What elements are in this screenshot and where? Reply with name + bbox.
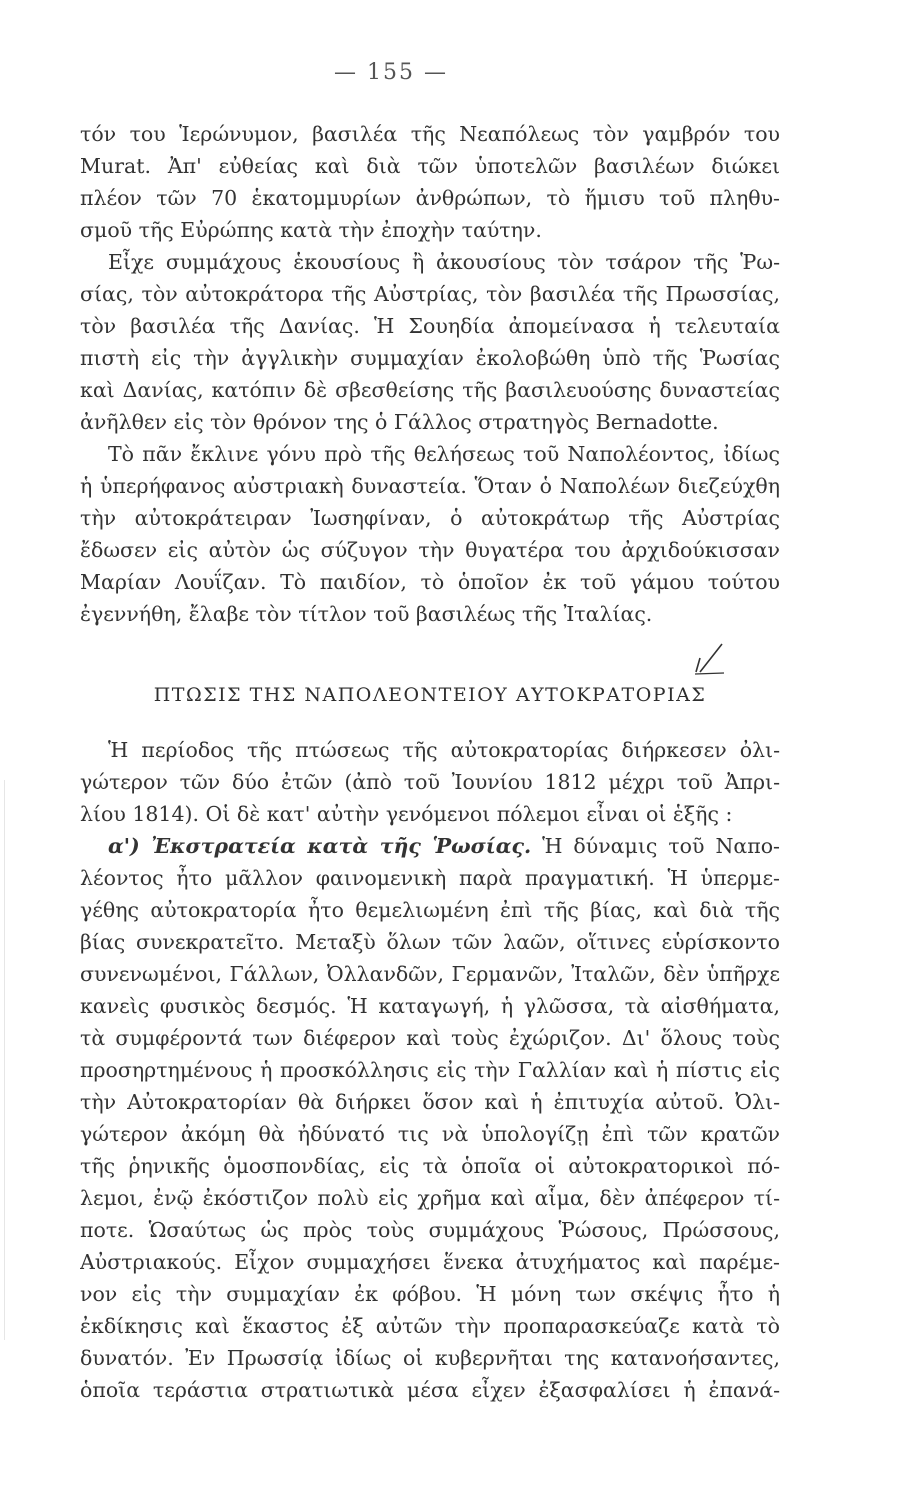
page-number: — 155 — bbox=[334, 60, 448, 85]
text-line: λεμοι, ἐνῷ ἐκόστιζον πολὺ εἰς χρῆμα καὶ αἷμα, δὲν ἀπέφερον τί- bbox=[80, 1186, 780, 1210]
text-line: δυνατόν. Ἐν Πρωσσίᾳ ἰδίως οἱ κυβερνῆται της κατανοήσαντες, bbox=[80, 1346, 780, 1370]
text-line: Ἡ περίοδος τῆς πτώσεως τῆς αὐτοκρατορίας διήρκεσεν ὀλι- bbox=[108, 738, 780, 762]
text-line: πλέον τῶν 70 ἑκατομμυρίων ἀνθρώπων, τὸ ἥμισυ τοῦ πληθυ- bbox=[80, 186, 780, 210]
text-line: κανεὶς φυσικὸς δεσμός. Ἡ καταγωγή, ἡ γλῶσσα, τὰ αἰσθήματα, bbox=[80, 994, 780, 1018]
text-line: γώτερον ἀκόμη θὰ ἠδύνατό τις νὰ ὑπολογίζῃ ἐπὶ τῶν κρατῶν bbox=[80, 1122, 780, 1146]
text-line: καὶ Δανίας, κατόπιν δὲ σβεσθείσης τῆς βασιλευούσης δυναστείας bbox=[80, 378, 780, 402]
text-line: τῆς ῥηνικῆς ὁμοσπονδίας, εἰς τὰ ὁποῖα οἱ αὐτοκρατορικοὶ πό- bbox=[80, 1154, 780, 1178]
text-line: Μαρίαν Λουΐζαν. Τὸ παιδίον, τὸ ὁποῖον ἐκ τοῦ γάμου τούτου bbox=[80, 570, 780, 594]
handwritten-check-mark bbox=[692, 638, 728, 678]
text-line: γέθης αὐτοκρατορία ἦτο θεμελιωμένη ἐπὶ τῆς βίας, καὶ διὰ τῆς bbox=[80, 898, 780, 922]
text-line: συνενωμένοι, Γάλλων, Ὀλλανδῶν, Γερμανῶν, Ἰταλῶν, δὲν ὑπῆρχε bbox=[80, 962, 780, 986]
text-line: λέοντος ἦτο μᾶλλον φαινομενικὴ παρὰ πραγματική. Ἡ ὑπερμε- bbox=[80, 866, 780, 890]
text-line: τὴν Αὐτοκρατορίαν θὰ διήρκει ὅσον καὶ ἡ ἐπιτυχία αὐτοῦ. Ὀλι- bbox=[80, 1090, 780, 1114]
text-line: βίας συνεκρατεῖτο. Μεταξὺ ὅλων τῶν λαῶν, οἵτινες εὑρίσκοντο bbox=[80, 930, 780, 954]
text-line: ἐκδίκησις καὶ ἕκαστος ἐξ αὐτῶν τὴν προπαρασκεύαζε κατὰ τὸ bbox=[80, 1314, 780, 1338]
text-line: ἀνῆλθεν εἰς τὸν θρόνον της ὁ Γάλλος στρατηγὸς Bernadotte. bbox=[80, 410, 719, 434]
text-line: τὴν αὐτοκράτειραν Ἰωσηφίναν, ὁ αὐτοκράτωρ τῆς Αὐστρίας bbox=[80, 506, 780, 530]
text-line: τὰ συμφέροντά των διέφερον καὶ τοὺς ἐχώριζον. Δι' ὅλους τοὺς bbox=[80, 1026, 780, 1050]
subsection-line bbox=[80, 830, 780, 862]
text-line: Αὐστριακούς. Εἶχον συμμαχήσει ἕνεκα ἀτυχήματος καὶ παρέμε- bbox=[80, 1250, 780, 1274]
text-line: ὁποῖα τεράστια στρατιωτικὰ μέσα εἶχεν ἐξασφαλίσει ἡ ἐπανά- bbox=[80, 1378, 780, 1402]
text-line: λίου 1814). Οἱ δὲ κατ' αὐτὴν γενόμενοι πόλεμοι εἶναι οἱ ἑξῆς : bbox=[80, 802, 733, 826]
text-line: νον εἰς τὴν συμμαχίαν ἐκ φόβου. Ἡ μόνη των σκέψις ἦτο ἡ bbox=[80, 1282, 780, 1306]
text-line: σίας, τὸν αὐτοκράτορα τῆς Αὐστρίας, τὸν βασιλέα τῆς Πρωσσίας, bbox=[80, 282, 780, 306]
page-edge-shadow bbox=[4, 780, 5, 1340]
body-text-bottom bbox=[80, 734, 780, 1406]
text-line: γώτερον τῶν δύο ἐτῶν (ἀπὸ τοῦ Ἰουνίου 1812 μέχρι τοῦ Ἀπρι- bbox=[80, 770, 780, 794]
text-line: πιστὴ εἰς τὴν ἀγγλικὴν συμμαχίαν ἐκολοβώθη ὑπὸ τῆς Ῥωσίας bbox=[80, 346, 780, 370]
text-line: ἡ ὑπερήφανος αὐστριακὴ δυναστεία. Ὅταν ὁ Ναπολέων διεζεύχθη bbox=[80, 474, 780, 498]
text-line: προσηρτημένους ἡ προσκόλλησις εἰς τὴν Γαλλίαν καὶ ἡ πίστις εἰς bbox=[80, 1058, 780, 1082]
text-line: ἐγεννήθη, ἔλαβε τὸν τίτλον τοῦ βασιλέως τῆς Ἰταλίας. bbox=[80, 602, 653, 626]
text-line: τόν του Ἱερώνυμον, βασιλέα τῆς Νεαπόλεως τὸν γαμβρόν του bbox=[80, 122, 780, 146]
text-line: ἔδωσεν εἰς αὐτὸν ὡς σύζυγον τὴν θυγατέρα του ἀρχιδούκισσαν bbox=[80, 538, 780, 562]
text-line: ποτε. Ὡσαύτως ὡς πρὸς τοὺς συμμάχους Ῥώσους, Πρώσσους, bbox=[80, 1218, 780, 1242]
text-line: σμοῦ τῆς Εὐρώπης κατὰ τὴν ἐποχὴν ταύτην. bbox=[80, 218, 542, 242]
text-line: Murat. Ἀπ' εὐθείας καὶ διὰ τῶν ὑποτελῶν βασιλέων διώκει bbox=[80, 154, 780, 178]
subsection-label: α') Ἐκστρατεία κατὰ τῆς Ῥωσίας. bbox=[108, 834, 532, 858]
body-text-top bbox=[80, 118, 780, 630]
text-line: Τὸ πᾶν ἔκλινε γόνυ πρὸ τῆς θελήσεως τοῦ Ναπολέοντος, ἰδίως bbox=[108, 442, 780, 466]
text-line: Εἶχε συμμάχους ἑκουσίους ἢ ἀκουσίους τὸν τσάρον τῆς Ῥω- bbox=[108, 250, 780, 274]
text-line: τὸν βασιλέα τῆς Δανίας. Ἡ Σουηδία ἀπομείνασα ἡ τελευταία bbox=[80, 314, 780, 338]
text-span: Ἡ δύναμις τοῦ Ναπο- bbox=[542, 834, 780, 858]
section-heading: ΠΤΩΣΙΣ ΤΗΣ ΝΑΠΟΛΕΟΝΤΕΙΟΥ ΑΥΤΟΚΡΑΤΟΡΙΑΣ bbox=[153, 684, 707, 706]
